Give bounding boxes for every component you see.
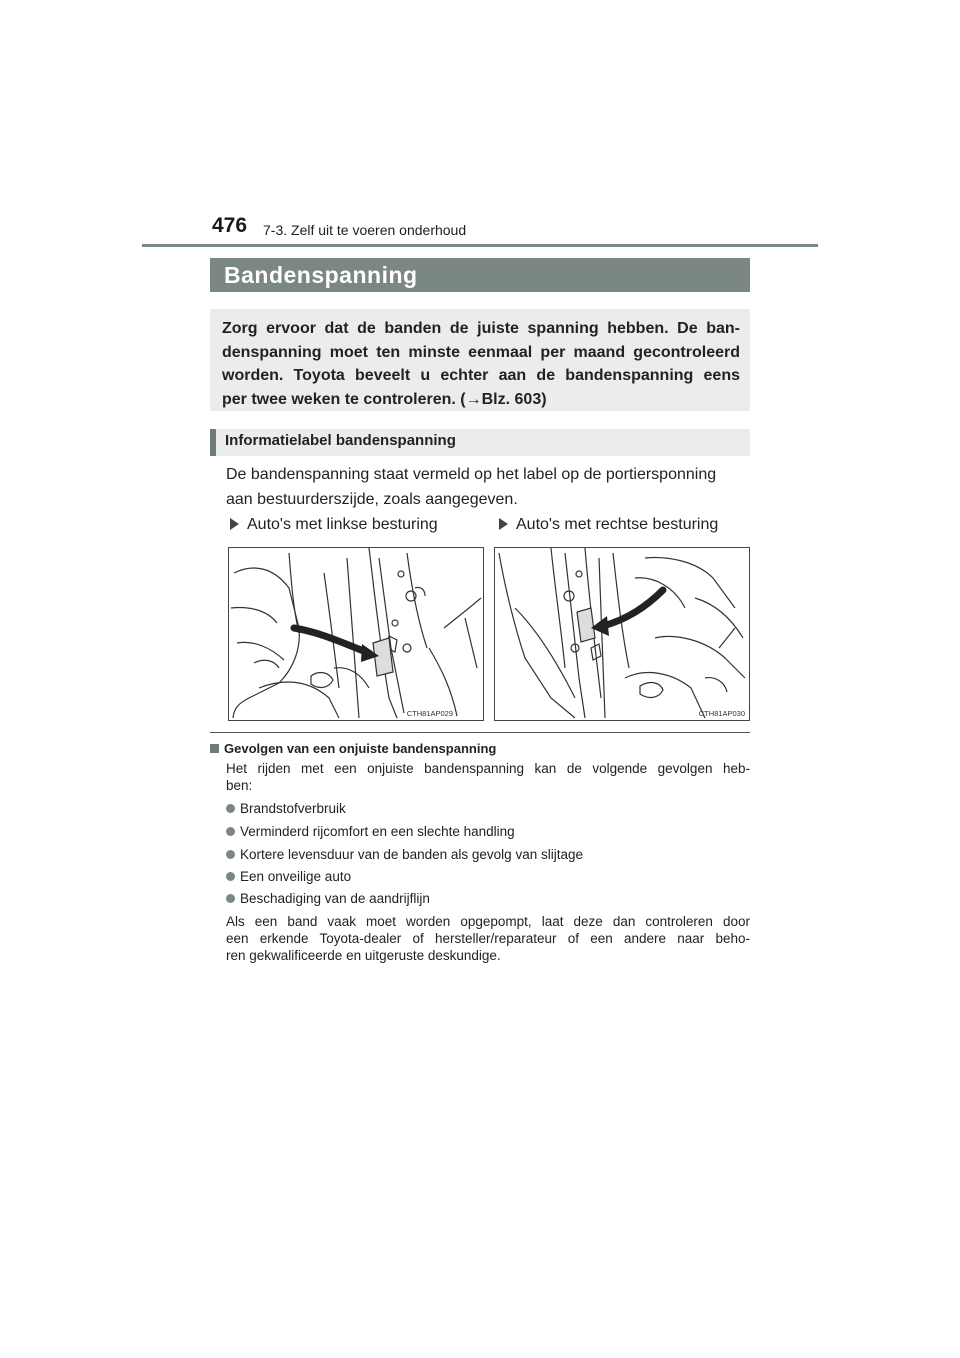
- square-bullet-icon: [210, 744, 219, 753]
- list-item-text: Kortere levensduur van de banden als gevolg van slijtage: [240, 847, 583, 862]
- note-heading-text: Gevolgen van een onjuiste bandenspanning: [224, 741, 497, 756]
- figure-code: CTH81AP029: [406, 709, 453, 718]
- note-line: ren gekwalificeerde en uitgeruste deskundige.: [226, 948, 501, 963]
- door-pillar-illustration-left: [229, 548, 483, 720]
- note-line: Als een band vaak moet worden opgepompt, laat deze dan controleren door: [226, 914, 750, 929]
- list-item: [226, 869, 351, 884]
- list-item-text: Beschadiging van de aandrijflijn: [240, 891, 430, 906]
- caption-left-hand-drive: [230, 516, 438, 534]
- body-line: De bandenspanning staat vermeld op het label op de portiersponning: [226, 466, 717, 483]
- label-description: [226, 462, 750, 512]
- intro-box: [210, 309, 750, 411]
- bullet-dot-icon: [226, 827, 235, 836]
- figure-code: CTH81AP030: [698, 709, 745, 718]
- intro-line-last: per twee weken te controleren. (→Blz. 603): [222, 390, 547, 408]
- tire-label-shape: [577, 608, 595, 642]
- note-line: Het rijden met een onjuiste bandenspanning kan de volgende gevolgen heb-: [226, 761, 750, 776]
- intro-line: worden. Toyota beveelt u echter aan de bandenspanning eens: [222, 367, 740, 384]
- list-item: [226, 891, 430, 906]
- running-head: 7-3. Zelf uit te voeren onderhoud: [263, 222, 467, 238]
- bullet-dot-icon: [226, 894, 235, 903]
- caption-right-text: Auto's met rechtse besturing: [516, 516, 719, 533]
- list-item-text: Verminderd rijcomfort en een slechte handling: [240, 824, 515, 839]
- list-item: [226, 847, 583, 862]
- intro-line: Zorg ervoor dat de banden de juiste spanning hebben. De ban-: [222, 320, 740, 337]
- bullet-dot-icon: [226, 804, 235, 813]
- caption-left-text: Auto's met linkse besturing: [247, 516, 438, 533]
- note-outro: [226, 913, 750, 964]
- note-intro: [226, 760, 750, 794]
- list-item: [226, 824, 515, 839]
- list-item-text: Brandstofverbruik: [240, 801, 346, 816]
- figure-right-hand-drive: [494, 547, 750, 721]
- intro-line: denspanning moet ten minste eenmaal per maand gecontroleerd: [222, 343, 740, 361]
- body-line: aan bestuurderszijde, zoals aangegeven.: [226, 491, 518, 508]
- note-line: ben:: [226, 778, 253, 793]
- door-pillar-illustration-right: [495, 548, 749, 720]
- header-rule: [142, 244, 818, 247]
- subsection-heading: Informatielabel bandenspanning: [210, 429, 750, 456]
- bullet-dot-icon: [226, 850, 235, 859]
- bullet-dot-icon: [226, 872, 235, 881]
- note-line: een erkende Toyota-dealer of hersteller/reparateur of een andere naar beho-: [226, 931, 750, 946]
- note-heading: [210, 741, 496, 756]
- list-item-text: Een onveilige auto: [240, 869, 352, 884]
- section-title: Bandenspanning: [210, 258, 750, 292]
- caption-right-hand-drive: [499, 516, 718, 534]
- triangle-bullet-icon: [499, 518, 508, 530]
- figure-left-hand-drive: [228, 547, 484, 721]
- section-divider: [210, 732, 750, 733]
- page-number: 476: [212, 214, 248, 237]
- triangle-bullet-icon: [230, 518, 239, 530]
- list-item: [226, 801, 346, 816]
